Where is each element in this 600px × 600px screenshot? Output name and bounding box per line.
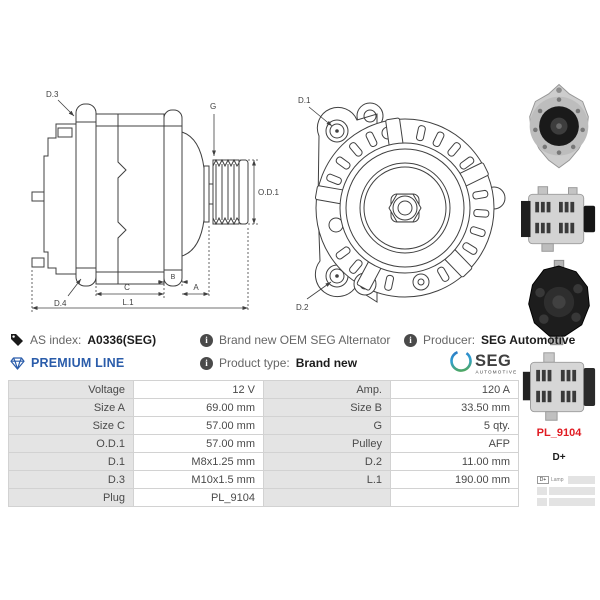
- dim-label-od1: O.D.1: [258, 188, 279, 197]
- product-photo-side-2[interactable]: [521, 350, 597, 424]
- plug-code-label: PL_9104: [536, 427, 582, 439]
- diamond-icon: [10, 357, 25, 370]
- dim-label-a: A: [193, 283, 199, 292]
- spec-value: 190.00 mm: [391, 471, 519, 489]
- spec-value: PL_9104: [134, 489, 264, 507]
- info-icon: i: [200, 334, 213, 347]
- producer-label: Producer:: [423, 333, 476, 347]
- dim-label-g: G: [210, 102, 217, 111]
- pin-row: [537, 476, 595, 484]
- dim-label-l1: L.1: [122, 298, 134, 307]
- spec-label: [264, 489, 391, 507]
- spec-label: G: [264, 417, 391, 435]
- dim-label-c: C: [124, 283, 130, 292]
- spec-value: 5 qty.: [391, 417, 519, 435]
- dim-label-d2: D.2: [296, 303, 309, 312]
- pin-row: [537, 487, 595, 495]
- tag-icon: [10, 333, 24, 347]
- table-row: [9, 453, 519, 471]
- spec-label: Size A: [9, 399, 134, 417]
- seg-automotive-logo: [448, 343, 524, 377]
- spec-label: Size B: [264, 399, 391, 417]
- product-type: [200, 356, 357, 370]
- as-index: [10, 333, 156, 347]
- spec-value: 12 V: [134, 381, 264, 399]
- pin-row: [537, 498, 595, 506]
- spec-value: 69.00 mm: [134, 399, 264, 417]
- product-type-value: Brand new: [295, 356, 358, 370]
- table-row: [9, 489, 519, 507]
- premium-line-badge: [10, 356, 124, 370]
- spec-value: AFP: [391, 435, 519, 453]
- spec-value: 57.00 mm: [134, 417, 264, 435]
- dim-label-d1: D.1: [298, 96, 311, 105]
- spec-label: Pulley: [264, 435, 391, 453]
- spec-value: 57.00 mm: [134, 435, 264, 453]
- spec-value: 120 A: [391, 381, 519, 399]
- table-row: [9, 435, 519, 453]
- spec-label: Voltage: [9, 381, 134, 399]
- oem-note-text: Brand new OEM SEG Alternator: [219, 333, 391, 347]
- as-index-label: AS index:: [30, 333, 82, 347]
- table-row: [9, 417, 519, 435]
- product-type-label: Product type:: [219, 356, 290, 370]
- as-index-value: A0336(SEG): [87, 333, 157, 347]
- premium-line-label: PREMIUM LINE: [31, 356, 125, 370]
- pin-function: Lamp: [551, 477, 564, 483]
- dim-label-b: B: [170, 274, 176, 281]
- producer-value: SEG Automotive: [481, 333, 576, 347]
- product-photo-front[interactable]: [521, 78, 597, 178]
- spec-label: D.2: [264, 453, 391, 471]
- side-view-drawing: [18, 76, 298, 324]
- dim-label-d4: D.4: [54, 299, 67, 308]
- spec-label: D.1: [9, 453, 134, 471]
- spec-value: 33.50 mm: [391, 399, 519, 417]
- product-photo-side-1[interactable]: [521, 183, 597, 255]
- spec-value: M10x1.5 mm: [134, 471, 264, 489]
- oem-note: [200, 333, 390, 347]
- spec-table: [8, 380, 519, 507]
- table-row: [9, 471, 519, 489]
- info-icon: i: [404, 334, 417, 347]
- seg-logo-subtext: AUTOMOTIVE: [475, 369, 518, 375]
- spec-label: D.3: [9, 471, 134, 489]
- spec-value: 11.00 mm: [391, 453, 519, 471]
- info-icon: i: [200, 357, 213, 370]
- spec-label: Size C: [9, 417, 134, 435]
- front-view-drawing: [293, 76, 511, 324]
- spec-label: Plug: [9, 489, 134, 507]
- spec-value: [391, 489, 519, 507]
- spec-value: M8x1.25 mm: [134, 453, 264, 471]
- seg-logo-text: SEG: [475, 352, 512, 370]
- pin-name: D+: [537, 476, 549, 484]
- spec-label: O.D.1: [9, 435, 134, 453]
- spec-label: L.1: [264, 471, 391, 489]
- table-row: [9, 399, 519, 417]
- terminal-label: D+: [552, 452, 566, 463]
- spec-label: Amp.: [264, 381, 391, 399]
- dim-label-d3: D.3: [46, 90, 59, 99]
- seg-logo-ring: [448, 348, 474, 374]
- plug-pin-table: [537, 476, 595, 506]
- table-row: [9, 381, 519, 399]
